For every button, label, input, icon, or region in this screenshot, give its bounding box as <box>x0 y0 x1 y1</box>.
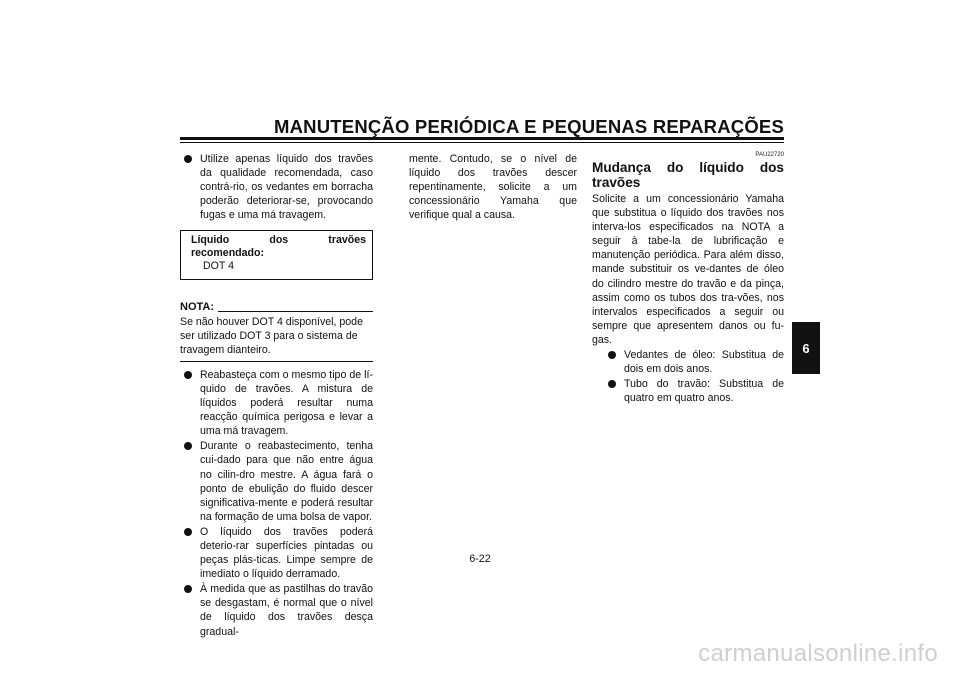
header-rule-thick <box>180 137 784 140</box>
bullet-item <box>180 368 373 438</box>
bullet-item <box>180 525 373 581</box>
spec-box <box>180 230 373 280</box>
nota-end-rule <box>180 361 373 362</box>
page-header-title: MANUTENÇÃO PERIÓDICA E PEQUENAS REPARAÇÕES <box>273 116 784 137</box>
bullet-dot-icon <box>184 585 192 593</box>
column-right <box>592 152 784 406</box>
column-middle <box>409 152 577 222</box>
nota-block <box>180 300 373 361</box>
bullet-text: À medida que as pastilhas do travão se desgastam, é normal que o nível de líquido dos travões desça gradual- <box>200 583 373 638</box>
bullet-item <box>604 348 784 376</box>
bullet-item <box>604 377 784 405</box>
bullet-text: Reabasteça com o mesmo tipo de lí-quido de travões. A mistura de líquidos poderá resultar numa reacção química perigosa e levar a uma má travagem. <box>200 368 373 438</box>
bullet-text: O líquido dos travões poderá deterio-rar superfícies pintadas ou peças plás-ticas. Limpe sempre de imediato o líquido derramado. <box>200 525 373 581</box>
spec-box-value: DOT 4 <box>203 260 235 273</box>
bullet-dot-icon <box>608 380 616 388</box>
bullet-item <box>180 582 373 638</box>
header-rule-thin <box>180 142 784 143</box>
continuation-text: mente. Contudo, se o nível de líquido dos travões descer repentinamente, solicite a um concessionário Yamaha que verifique qual a causa. <box>409 153 577 222</box>
bullet-item <box>180 152 373 222</box>
bullet-dot-icon <box>184 371 192 379</box>
bullet-text: Tubo do travão: Substitua de quatro em quatro anos. <box>624 378 784 405</box>
watermark: carmanualsonline.info <box>698 640 938 667</box>
bullet-dot-icon <box>184 155 192 163</box>
bullet-item <box>180 439 373 524</box>
chapter-number: 6 <box>802 340 810 356</box>
spec-box-title: Líquido dos travões recomendado: <box>191 234 366 260</box>
bullet-dot-icon <box>608 351 616 359</box>
nota-header <box>180 300 373 314</box>
page-number: 6-22 <box>469 553 491 565</box>
bullet-dot-icon <box>184 442 192 450</box>
bullet-dot-icon <box>184 528 192 536</box>
nota-rule <box>218 311 373 312</box>
bullet-text: Durante o reabastecimento, tenha cui-dado para que não entre água no cilin-dro mestre. A água fará o ponto de ebulição do fluido descer significativa-mente e poderá resultar na formação de uma bolsa de vapor. <box>200 440 373 523</box>
bullet-list <box>180 368 373 639</box>
nota-text: Se não houver DOT 4 disponível, pode ser utilizado DOT 3 para o sistema de travagem dianteiro. <box>180 315 363 356</box>
chapter-tab <box>792 322 820 374</box>
nota-label: NOTA: <box>180 301 215 314</box>
section-paragraph: Solicite a um concessionário Yamaha que substitua o líquido dos travões nos interva-los especificados na NOTA a seguir à tabe-la de lubrificação e manutenção periódica. Para além disso, mande substituir os ve-dantes de óleo do cilindro mestre do travão e da pinça, assim como os tubos dos tra-vões, nos intervalos especificados a seguir ou sempre que apresentem danos ou fu-gas. <box>592 193 784 346</box>
bullet-text: Utilize apenas líquido dos travões da qualidade recomendada, caso contrá-rio, os vedantes em borracha poderão deteriorar-se, provocando fugas e uma má travagem. <box>200 153 373 222</box>
section-code: PAU22720 <box>755 152 784 158</box>
column-left <box>180 152 373 640</box>
section-title: Mudança do líquido dos travões <box>592 160 784 190</box>
bullet-text: Vedantes de óleo: Substitua de dois em dois anos. <box>624 349 784 376</box>
